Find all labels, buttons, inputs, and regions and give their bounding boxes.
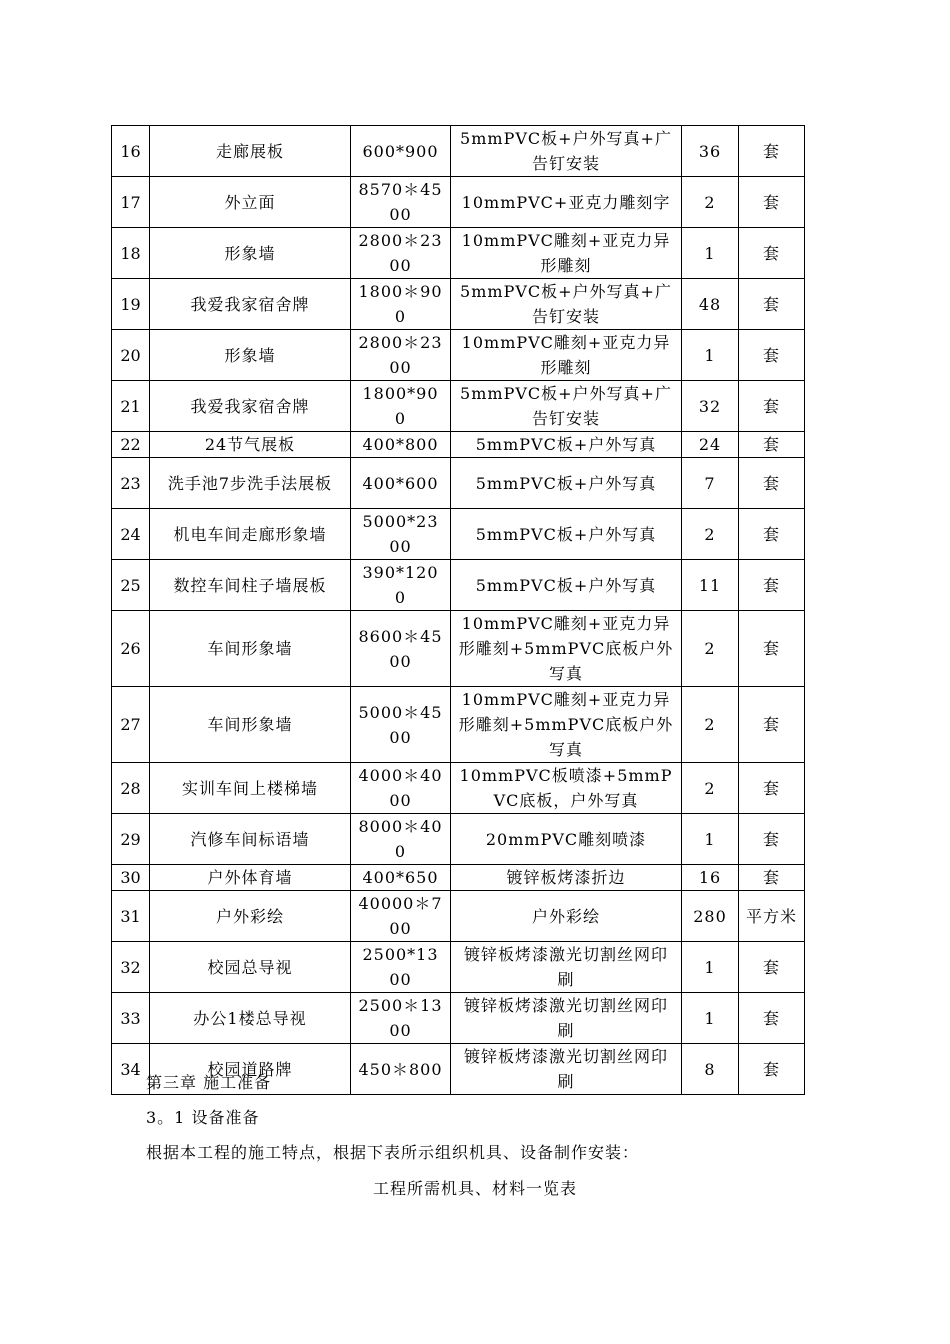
cell-name: 汽修车间标语墙 bbox=[150, 814, 351, 865]
cell-size: 8600＊4500 bbox=[351, 611, 451, 687]
cell-name: 形象墙 bbox=[150, 330, 351, 381]
table-row bbox=[112, 509, 805, 560]
cell-no: 32 bbox=[112, 942, 150, 993]
table-row bbox=[112, 560, 805, 611]
cell-no: 28 bbox=[112, 763, 150, 814]
cell-material: 5mmPVC板+户外写真+广告钉安装 bbox=[451, 381, 682, 432]
cell-unit: 套 bbox=[739, 814, 805, 865]
cell-no: 22 bbox=[112, 432, 150, 458]
cell-unit: 套 bbox=[739, 228, 805, 279]
cell-qty: 1 bbox=[682, 228, 739, 279]
cell-qty: 1 bbox=[682, 330, 739, 381]
cell-qty: 2 bbox=[682, 177, 739, 228]
cell-qty: 8 bbox=[682, 1044, 739, 1095]
materials-table bbox=[111, 125, 805, 1095]
table-row bbox=[112, 126, 805, 177]
cell-qty: 48 bbox=[682, 279, 739, 330]
section-heading: 3。1 设备准备 bbox=[146, 1108, 260, 1127]
table-row bbox=[112, 330, 805, 381]
cell-no: 34 bbox=[112, 1044, 150, 1095]
cell-unit: 套 bbox=[739, 177, 805, 228]
cell-name: 车间形象墙 bbox=[150, 611, 351, 687]
cell-name: 校园道路牌 bbox=[150, 1044, 351, 1095]
cell-name: 我爱我家宿舍牌 bbox=[150, 381, 351, 432]
cell-material: 镀锌板烤漆激光切割丝网印刷 bbox=[451, 1044, 682, 1095]
cell-unit: 平方米 bbox=[739, 891, 805, 942]
cell-name: 形象墙 bbox=[150, 228, 351, 279]
cell-unit: 套 bbox=[739, 865, 805, 891]
cell-qty: 1 bbox=[682, 942, 739, 993]
cell-no: 29 bbox=[112, 814, 150, 865]
cell-size: 1800*900 bbox=[351, 381, 451, 432]
cell-unit: 套 bbox=[739, 1044, 805, 1095]
cell-size: 2800＊2300 bbox=[351, 228, 451, 279]
cell-size: 450＊800 bbox=[351, 1044, 451, 1095]
cell-size: 400*600 bbox=[351, 458, 451, 509]
cell-material: 镀锌板烤漆折边 bbox=[451, 865, 682, 891]
cell-size: 4000＊4000 bbox=[351, 763, 451, 814]
cell-name: 走廊展板 bbox=[150, 126, 351, 177]
cell-size: 5000*2300 bbox=[351, 509, 451, 560]
cell-no: 16 bbox=[112, 126, 150, 177]
table-row bbox=[112, 942, 805, 993]
cell-material: 20mmPVC雕刻喷漆 bbox=[451, 814, 682, 865]
table-row bbox=[112, 687, 805, 763]
cell-size: 600*900 bbox=[351, 126, 451, 177]
cell-qty: 280 bbox=[682, 891, 739, 942]
cell-name: 机电车间走廊形象墙 bbox=[150, 509, 351, 560]
cell-name: 校园总导视 bbox=[150, 942, 351, 993]
cell-name: 我爱我家宿舍牌 bbox=[150, 279, 351, 330]
cell-size: 5000＊4500 bbox=[351, 687, 451, 763]
table-row bbox=[112, 611, 805, 687]
cell-no: 24 bbox=[112, 509, 150, 560]
cell-qty: 1 bbox=[682, 814, 739, 865]
cell-qty: 2 bbox=[682, 763, 739, 814]
cell-material: 10mmPVC雕刻+亚克力异形雕刻 bbox=[451, 330, 682, 381]
cell-material: 镀锌板烤漆激光切割丝网印刷 bbox=[451, 993, 682, 1044]
cell-qty: 11 bbox=[682, 560, 739, 611]
table-row bbox=[112, 381, 805, 432]
cell-no: 20 bbox=[112, 330, 150, 381]
cell-name: 户外体育墙 bbox=[150, 865, 351, 891]
cell-qty: 36 bbox=[682, 126, 739, 177]
cell-unit: 套 bbox=[739, 458, 805, 509]
cell-unit: 套 bbox=[739, 763, 805, 814]
table-row bbox=[112, 814, 805, 865]
cell-no: 26 bbox=[112, 611, 150, 687]
cell-unit: 套 bbox=[739, 942, 805, 993]
cell-qty: 7 bbox=[682, 458, 739, 509]
cell-qty: 24 bbox=[682, 432, 739, 458]
cell-size: 1800＊900 bbox=[351, 279, 451, 330]
cell-qty: 2 bbox=[682, 509, 739, 560]
cell-material: 5mmPVC板+户外写真+广告钉安装 bbox=[451, 126, 682, 177]
cell-unit: 套 bbox=[739, 381, 805, 432]
cell-unit: 套 bbox=[739, 687, 805, 763]
cell-material: 10mmPVC板喷漆+5mmPVC底板，户外写真 bbox=[451, 763, 682, 814]
table-row bbox=[112, 865, 805, 891]
cell-material: 户外彩绘 bbox=[451, 891, 682, 942]
table-row bbox=[112, 228, 805, 279]
cell-unit: 套 bbox=[739, 279, 805, 330]
cell-material: 5mmPVC板+户外写真 bbox=[451, 432, 682, 458]
cell-no: 31 bbox=[112, 891, 150, 942]
table-row bbox=[112, 993, 805, 1044]
chapter-heading: 第三章 施工准备 bbox=[146, 1073, 272, 1092]
cell-qty: 2 bbox=[682, 687, 739, 763]
cell-unit: 套 bbox=[739, 560, 805, 611]
cell-size: 8000＊400 bbox=[351, 814, 451, 865]
cell-unit: 套 bbox=[739, 330, 805, 381]
table-row bbox=[112, 177, 805, 228]
cell-qty: 1 bbox=[682, 993, 739, 1044]
cell-size: 400*800 bbox=[351, 432, 451, 458]
cell-material: 5mmPVC板+户外写真+广告钉安装 bbox=[451, 279, 682, 330]
cell-size: 390*1200 bbox=[351, 560, 451, 611]
body-paragraph: 根据本工程的施工特点，根据下表所示组织机具、设备制作安装： bbox=[146, 1143, 640, 1162]
cell-qty: 16 bbox=[682, 865, 739, 891]
cell-no: 18 bbox=[112, 228, 150, 279]
cell-unit: 套 bbox=[739, 993, 805, 1044]
cell-name: 户外彩绘 bbox=[150, 891, 351, 942]
cell-no: 30 bbox=[112, 865, 150, 891]
cell-unit: 套 bbox=[739, 432, 805, 458]
cell-name: 实训车间上楼梯墙 bbox=[150, 763, 351, 814]
cell-name: 洗手池7步洗手法展板 bbox=[150, 458, 351, 509]
cell-material: 10mmPVC+亚克力雕刻字 bbox=[451, 177, 682, 228]
cell-size: 2500*1300 bbox=[351, 942, 451, 993]
cell-size: 400*650 bbox=[351, 865, 451, 891]
cell-no: 33 bbox=[112, 993, 150, 1044]
table-row bbox=[112, 763, 805, 814]
cell-size: 40000＊700 bbox=[351, 891, 451, 942]
cell-unit: 套 bbox=[739, 126, 805, 177]
cell-material: 10mmPVC雕刻+亚克力异形雕刻+5mmPVC底板户外写真 bbox=[451, 687, 682, 763]
cell-qty: 32 bbox=[682, 381, 739, 432]
cell-no: 21 bbox=[112, 381, 150, 432]
table-row bbox=[112, 279, 805, 330]
cell-unit: 套 bbox=[739, 509, 805, 560]
cell-name: 数控车间柱子墙展板 bbox=[150, 560, 351, 611]
cell-size: 8570＊4500 bbox=[351, 177, 451, 228]
cell-size: 2800＊2300 bbox=[351, 330, 451, 381]
cell-size: 2500＊1300 bbox=[351, 993, 451, 1044]
cell-no: 23 bbox=[112, 458, 150, 509]
cell-material: 5mmPVC板+户外写真 bbox=[451, 560, 682, 611]
cell-no: 19 bbox=[112, 279, 150, 330]
cell-qty: 2 bbox=[682, 611, 739, 687]
table-body bbox=[112, 126, 805, 1095]
cell-unit: 套 bbox=[739, 611, 805, 687]
cell-material: 10mmPVC雕刻+亚克力异形雕刻 bbox=[451, 228, 682, 279]
cell-no: 27 bbox=[112, 687, 150, 763]
cell-no: 17 bbox=[112, 177, 150, 228]
cell-no: 25 bbox=[112, 560, 150, 611]
cell-name: 外立面 bbox=[150, 177, 351, 228]
table-row bbox=[112, 891, 805, 942]
cell-material: 镀锌板烤漆激光切割丝网印刷 bbox=[451, 942, 682, 993]
cell-material: 10mmPVC雕刻+亚克力异形雕刻+5mmPVC底板户外写真 bbox=[451, 611, 682, 687]
table-caption: 工程所需机具、材料一览表 bbox=[372, 1179, 577, 1198]
cell-name: 24节气展板 bbox=[150, 432, 351, 458]
table-row bbox=[112, 458, 805, 509]
cell-name: 办公1楼总导视 bbox=[150, 993, 351, 1044]
cell-material: 5mmPVC板+户外写真 bbox=[451, 509, 682, 560]
cell-material: 5mmPVC板+户外写真 bbox=[451, 458, 682, 509]
table-row bbox=[112, 432, 805, 458]
cell-name: 车间形象墙 bbox=[150, 687, 351, 763]
